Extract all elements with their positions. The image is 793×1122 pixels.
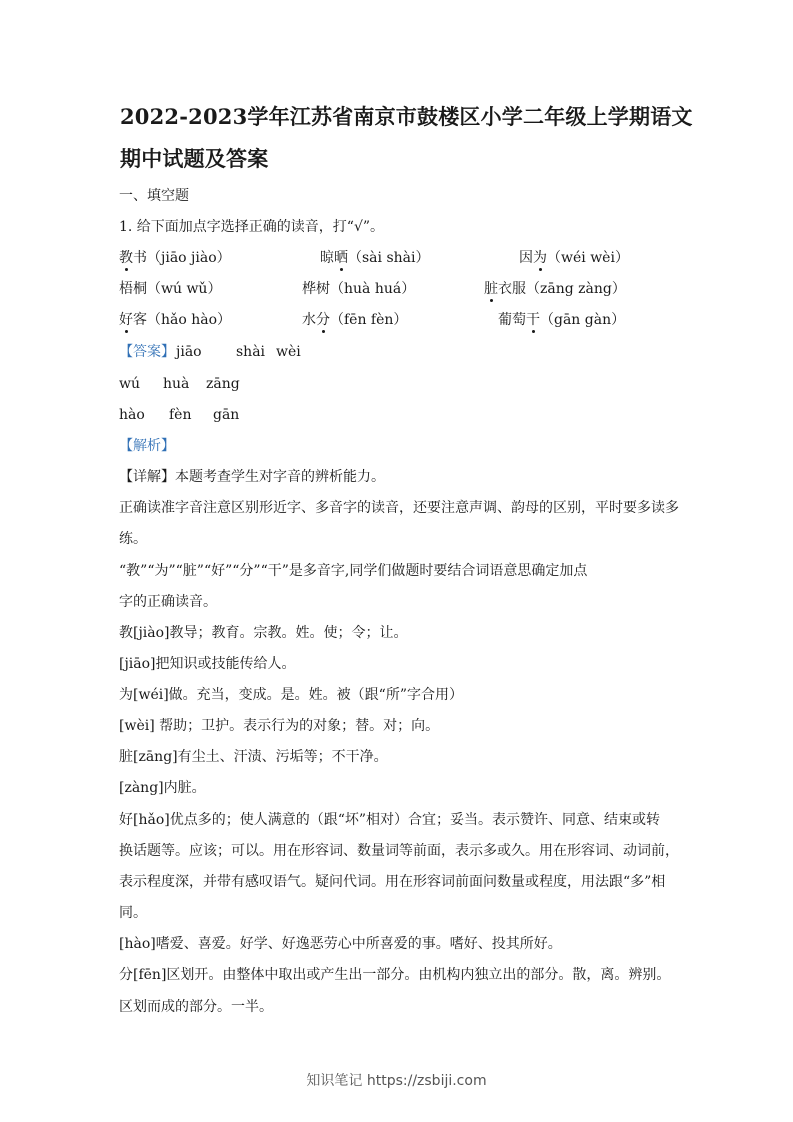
body-line: 练。 [119,531,147,547]
answer-2-3: zāng [206,376,240,392]
dotted-char: 为 [533,250,547,266]
answer-1-3: wèi [276,344,301,360]
item-haoke: 好客（hǎo hào） [119,312,232,328]
body-line: 正确读准字音注意区别形近字、多音字的读音，还要注意声调、韵母的区别，平时要多读多 [119,500,679,516]
dotted-char: 干 [526,312,540,328]
footer-watermark: 知识笔记 https://zsbiji.com [306,1073,487,1089]
body-line: 区划而成的部分。一半。 [119,999,273,1015]
body-line: 好[hǎo]优点多的；使人满意的（跟“坏”相对）合宜；妥当。表示赞许、同意、结束或转 [119,812,661,828]
document-title-line-2: 期中试题及答案 [120,146,269,171]
dotted-char: 好 [119,312,133,328]
analysis-label: 【解析】 [119,438,175,454]
item-huashu: 桦树（huà huá） [302,281,416,297]
body-line: [hào]嗜爱、喜爱。好学、好逸恶劳心中所喜爱的事。嗜好、投其所好。 [119,936,562,952]
body-line: 脏[zāng]有尘土、汗渍、污垢等；不干净。 [119,749,388,765]
body-line: 【详解】本题考查学生对字音的辨析能力。 [119,469,385,485]
item-liangshai: 晾晒（sài shài） [320,250,430,266]
dotted-char: 教 [119,250,133,266]
document-title-line-1: 2022-2023学年江苏省南京市鼓楼区小学二年级上学期语文 [120,104,693,129]
item-jiaoshu: 教书（jiāo jiào） [119,250,231,266]
item-zangyifu: 脏衣服（zāng zàng） [484,281,626,297]
body-line: 表示程度深，并带有感叹语气。疑问代词。用在形容词前面问数量或程度，用法跟“多”相 [119,874,666,890]
body-line: 换话题等。应该；可以。用在形容词、数量词等前面，表示多或久。用在形容词、动词前， [119,843,679,859]
dotted-char: 分 [316,312,330,328]
body-line: “教”“为”“脏”“好”“分”“干”是多音字,同学们做题时要结合词语意思确定加点 [119,563,588,579]
answer-3-2: fèn [169,407,192,423]
body-line: 为[wéi]做。充当，变成。是。姓。被（跟“所”字合用） [119,687,463,703]
dotted-char: 脏 [484,281,498,297]
answer-2-2: huà [163,376,190,392]
body-line: [zàng]内脏。 [119,780,206,796]
item-shuifen: 水分（fēn fèn） [302,312,408,328]
section-heading: 一、填空题 [119,188,189,204]
body-line: [jiāo]把知识或技能传给人。 [119,656,296,672]
item-wutong: 梧桐（wú wǔ） [119,281,222,297]
dotted-char: 晒 [334,250,348,266]
item-putaogan: 葡萄干（gān gàn） [498,312,626,328]
body-line: 教[jiào]教导；教育。宗教。姓。使；令；让。 [119,625,408,641]
answer-1-2: shài [236,344,266,360]
answer-3-3: gān [213,407,240,423]
body-line: [wèi] 帮助；卫护。表示行为的对象；替。对；向。 [119,718,440,734]
body-line: 分[fēn]区划开。由整体中取出或产生出一部分。由机构内独立出的部分。散，离。辨别。 [119,967,671,983]
body-line: 同。 [119,905,147,921]
answer-label: 【答案】 [119,344,175,360]
question-text: 1. 给下面加点字选择正确的读音，打“√”。 [119,219,385,235]
body-line: 字的正确读音。 [119,594,217,610]
answer-3-1: hào [119,407,145,423]
item-yinwei: 因为（wéi wèi） [519,250,629,266]
answer-2-1: wú [119,376,140,392]
answer-1-1: jiāo [176,344,202,360]
